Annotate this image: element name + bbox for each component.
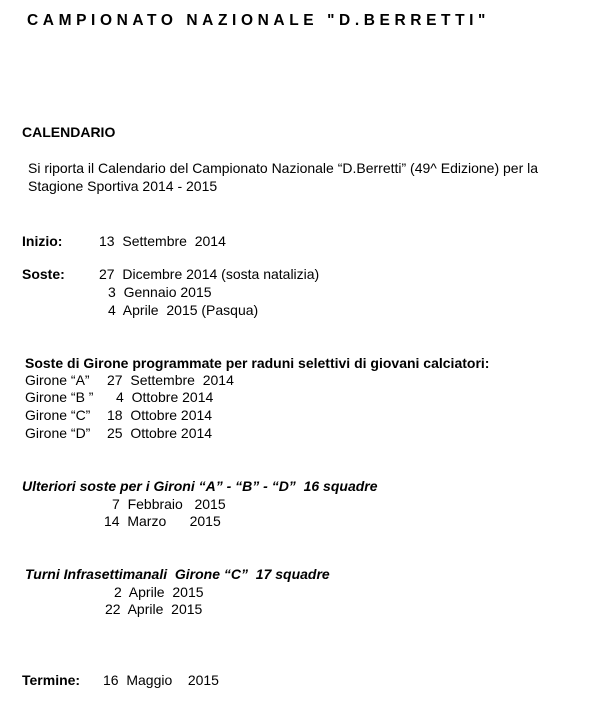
intro-line-2: Stagione Sportiva 2014 - 2015 [28, 178, 218, 194]
ulteriori-date: 14 Marzo 2015 [104, 513, 221, 529]
girone-date: 25 Ottobre 2014 [107, 425, 213, 441]
girone-label: Girone “A” [25, 372, 90, 388]
turni-date: 22 Aprile 2015 [105, 601, 203, 617]
girone-label: Girone “B ” [25, 389, 94, 405]
inizio-value: 13 Settembre 2014 [99, 233, 226, 249]
soste-girone-heading: Soste di Girone programmate per raduni selettivi di giovani calciatori: [25, 355, 490, 371]
soste-label: Soste: [22, 266, 65, 282]
termine-value: 16 Maggio 2015 [103, 672, 219, 688]
calendario-heading: CALENDARIO [22, 124, 116, 140]
termine-label: Termine: [22, 672, 81, 688]
girone-date: 18 Ottobre 2014 [107, 407, 213, 423]
turni-heading: Turni Infrasettimanali Girone “C” 17 squadre [25, 566, 330, 582]
ulteriori-date: 7 Febbraio 2015 [112, 496, 226, 512]
soste-item: 27 Dicembre 2014 (sosta natalizia) [99, 266, 320, 282]
turni-date: 2 Aprile 2015 [114, 584, 204, 600]
page-title: CAMPIONATO NAZIONALE "D.BERRETTI" [27, 12, 491, 29]
inizio-label: Inizio: [22, 233, 63, 249]
soste-item: 4 Aprile 2015 (Pasqua) [108, 302, 259, 318]
intro-line-1: Si riporta il Calendario del Campionato Nazionale “D.Berretti” (49^ Edizione) per la [28, 160, 539, 176]
soste-item: 3 Gennaio 2015 [108, 284, 212, 300]
girone-label: Girone “D” [25, 425, 91, 441]
girone-date: 27 Settembre 2014 [107, 372, 234, 388]
ulteriori-heading: Ulteriori soste per i Gironi “A” - “B” - “D” 16 squadre [22, 478, 378, 494]
girone-label: Girone “C” [25, 407, 91, 423]
girone-date: 4 Ottobre 2014 [116, 389, 214, 405]
